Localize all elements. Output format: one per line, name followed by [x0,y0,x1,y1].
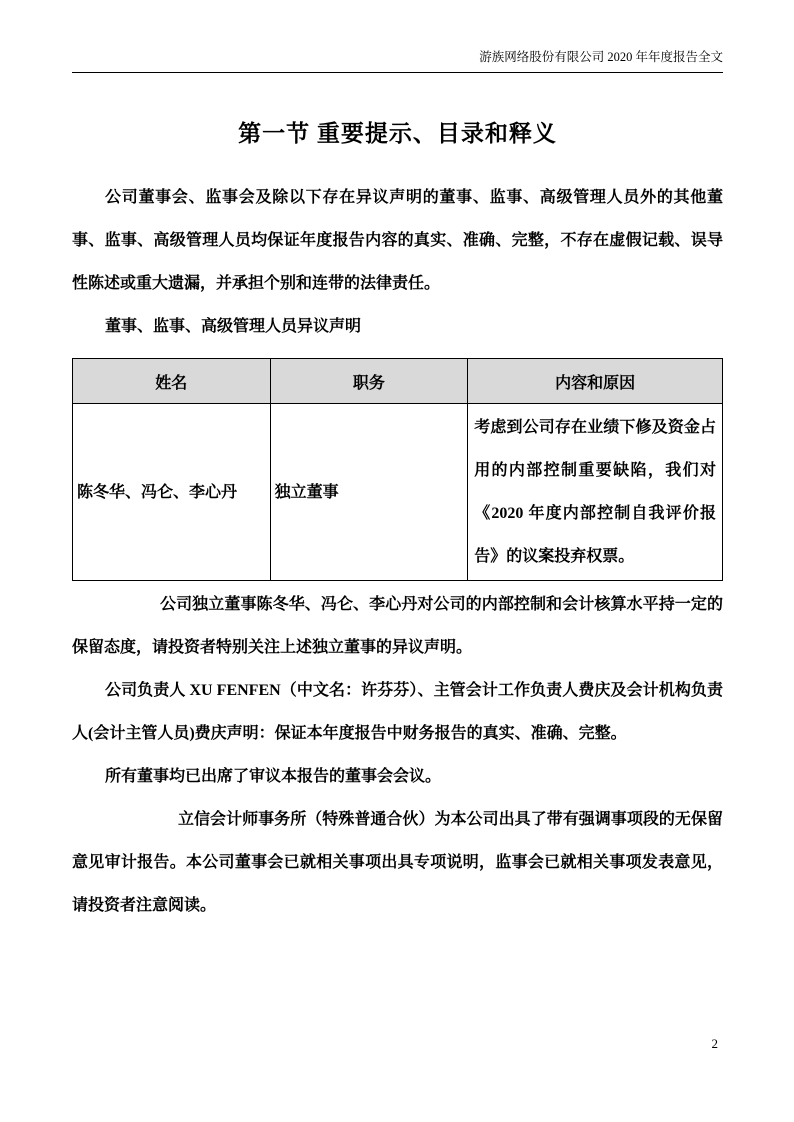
dissent-table [72,358,723,581]
column-header-name: 姓名 [73,359,271,404]
cell-position: 独立董事 [270,404,468,581]
paragraph-dissent-heading: 董事、监事、高级管理人员异议声明 [105,318,362,335]
page-header-text: 游族网络股份有限公司 2020 年年度报告全文 [479,50,723,64]
table-row [73,404,723,581]
header-rule [72,72,723,73]
paragraph-audit-opinion: 立信会计师事务所（特殊普通合伙）为本公司出具了带有强调事项段的无保留意见审计报告。本公司董事会已就相关事项出具专项说明，监事会已就相关事项发表意见，请投资者注意阅读。 [72,811,723,914]
dissent-table-header-row [73,359,723,404]
page-title: 第一节 重要提示、目录和释义 [238,121,557,146]
paragraph-responsible-persons: 公司负责人 XU FENFEN（中文名：许芬芬）、主管会计工作负责人费庆及会计机构负责人(会计主管人员)费庆声明：保证本年度报告中财务报告的真实、准确、完整。 [72,682,723,742]
paragraph-attendance: 所有董事均已出席了审议本报告的董事会会议。 [105,768,442,785]
cell-content-reason: 考虑到公司存在业绩下修及资金占用的内部控制重要缺陷，我们对《2020 年度内部控制自我评价报告》的议案投弃权票。 [468,404,723,581]
page-number: 2 [711,1036,718,1051]
cell-director-names: 陈冬华、冯仑、李心丹 [73,404,271,581]
column-header-position: 职务 [270,359,468,404]
paragraph-declaration: 公司董事会、监事会及除以下存在异议声明的董事、监事、高级管理人员外的其他董事、监事、高级管理人员均保证年度报告内容的真实、准确、完整，不存在虚假记载、误导性陈述或重大遗漏，并承担个别和连带的法律责任。 [72,189,723,292]
page-header [72,0,723,65]
paragraph-independent-directors: 公司独立董事陈冬华、冯仑、李心丹对公司的内部控制和会计核算水平持一定的保留态度，请投资者特别关注上述独立董事的异议声明。 [72,596,723,656]
column-header-content-reason: 内容和原因 [468,359,723,404]
